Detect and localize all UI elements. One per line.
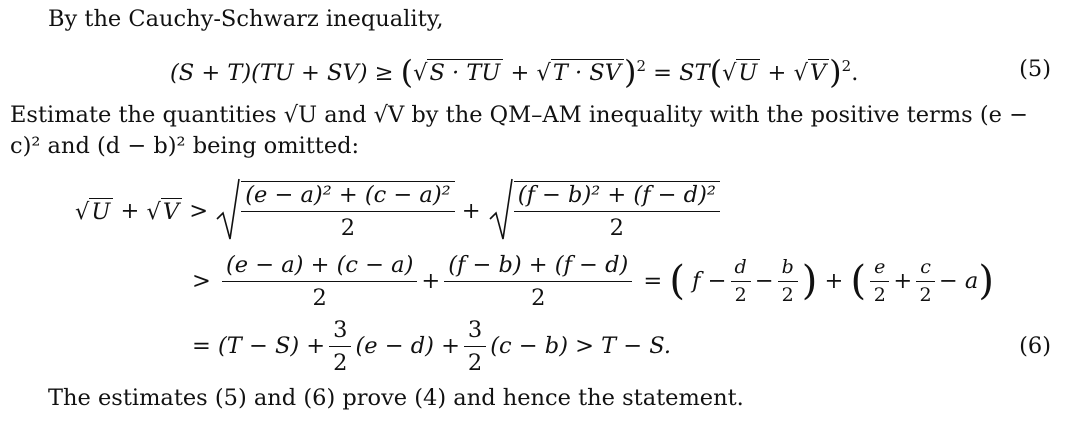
l1-sqrt-U: √U bbox=[75, 198, 113, 225]
equation-5: (S + T)(TU + SV) ≥ (√S · TU + $√T \cdot SV)^2 = ST(√U + √V)^2$. bbox=[170, 53, 859, 91]
l1-big-sqrt-1: $\frac{\text{(e − a)² + (c − a)²}}{2}$ bbox=[215, 181, 454, 241]
radical-sign-icon bbox=[488, 177, 514, 243]
eq5-sqrt-2: √T · SV bbox=[536, 59, 623, 86]
eq5-lhs: (S + T)(TU + SV) ≥ bbox=[170, 60, 394, 86]
l2-frac-1: $\frac{(e - a) + (c - a)}{2}$ bbox=[222, 252, 417, 311]
eq5-number: (5) bbox=[1019, 56, 1051, 82]
eq5-mid: = ST bbox=[653, 60, 710, 86]
intro-text: By the Cauchy-Schwarz inequality, bbox=[48, 6, 444, 32]
eq5-sqrt-U: √U bbox=[722, 59, 760, 86]
equation-6-line-1: √U + √V > $\frac{\text{(e − a)² + (c − a)²}}{2}$ + $\frac{\text{(f − b)² + (f − d)²}}{2}$ bbox=[75, 176, 720, 246]
equation-6-line-3: = (T − S) + $\frac{3}{2}$ (e − d) + $\frac{3}{2}$ (c − b) > T − S. bbox=[192, 316, 672, 376]
conclusion-text: The estimates (5) and (6) prove (4) and hence the statement. bbox=[48, 385, 744, 411]
eq6-number: (6) bbox=[1019, 333, 1051, 359]
equation-6-line-2: > $\frac{(e - a) + (c - a)}{2}$ + $\frac{(f - b) + (f - d)}{2}$ = ( f − $\frac{d}{2}$ − $\frac{b}{2}$ ) + ( $\frac{e}{2}$ + $\frac{c}{2}$ − a ) bbox=[192, 251, 994, 311]
estimate-text: Estimate the quantities √U and √V by the QM–AM inequality with the positive terms (e − c)² and (d − b)² being omitted: bbox=[10, 102, 1028, 159]
eq5-sqrt-V: √V bbox=[794, 59, 830, 86]
radical-sign-icon bbox=[215, 177, 241, 243]
l3-frac-2: $\frac{3}{2}$ bbox=[464, 317, 486, 376]
l1-big-sqrt-2: $\frac{\text{(f − b)² + (f − d)²}}{2}$ bbox=[488, 181, 720, 241]
l2-frac-2: $\frac{(f - b) + (f - d)}{2}$ bbox=[444, 252, 632, 311]
eq5-sqrt-1: √S · TU bbox=[413, 59, 503, 86]
l1-sqrt-V: √V bbox=[146, 198, 182, 225]
l3-frac-1: $\frac{3}{2}$ bbox=[329, 317, 351, 376]
